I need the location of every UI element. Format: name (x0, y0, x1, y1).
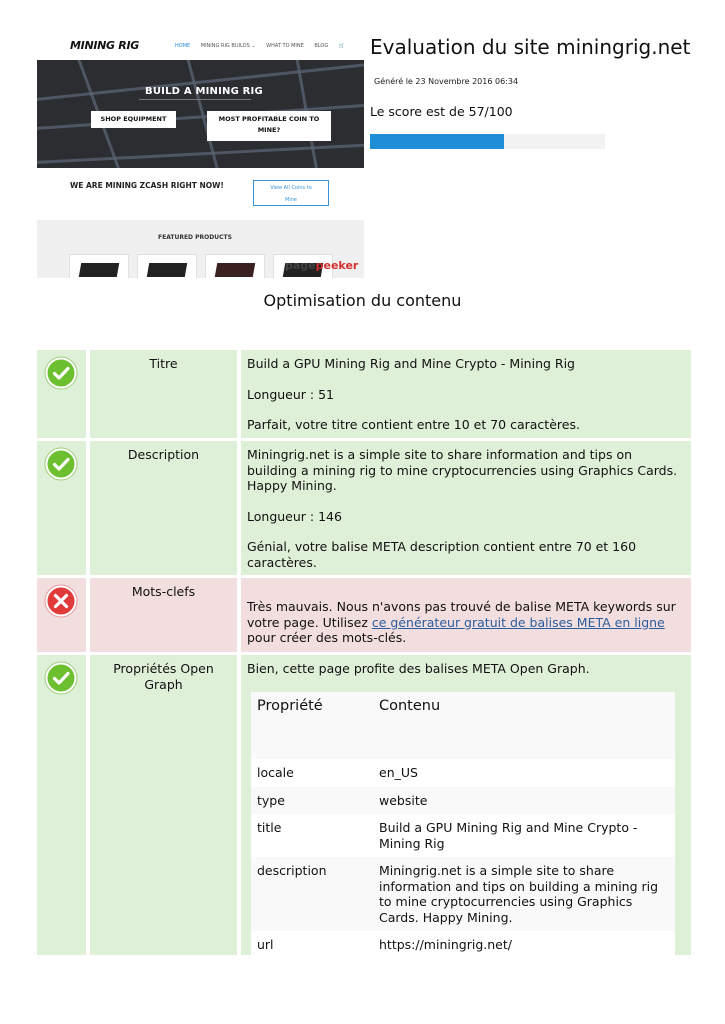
og-key: url (251, 931, 373, 959)
og-key: type (251, 787, 373, 815)
title-value: Build a GPU Mining Rig and Mine Crypto - Mining Rig (247, 356, 575, 371)
check-icon (44, 661, 78, 695)
row-titre (37, 350, 691, 438)
table-row (251, 787, 675, 815)
thumb-menu-blog: BLOG (314, 43, 329, 49)
og-key: locale (251, 759, 373, 787)
thumb-menu-builds: MINING RIG BUILDS ⌄ (200, 43, 256, 49)
og-value: Miningrig.net is a simple site to share information and tips on building a mining rig to mine cryptocurrencies using Graphics Cards. Happy Mining. (373, 857, 675, 931)
check-icon (44, 356, 78, 390)
og-key: title (251, 814, 373, 857)
description-verdict: Génial, votre balise META description contient entre 70 et 160 caractères. (247, 539, 637, 570)
row-label: Propriétés Open Graph (113, 661, 214, 692)
og-header-property: Propriété (251, 692, 373, 759)
error-x-icon (44, 584, 78, 618)
thumb-product (205, 254, 265, 278)
section-title: Optimisation du contenu (263, 291, 462, 310)
thumb-hero-title: BUILD A MINING RIG (145, 86, 263, 97)
score-text: Le score est de 57/100 (370, 104, 513, 119)
opengraph-table (251, 692, 675, 959)
row-description (37, 441, 691, 575)
row-label: Description (127, 447, 200, 462)
keywords-message: Très mauvais. Nous n'avons pas trouvé de balise META keywords sur votre page. Utilisez ce générateur gratuit de balises META en ligne pour créer des mots-clés. (247, 599, 676, 645)
page-title: Evaluation du site miningrig.net (370, 35, 691, 59)
thumb-product (69, 254, 129, 278)
table-row (251, 857, 675, 931)
thumb-menu-home: HOME (175, 43, 191, 49)
opengraph-intro: Bien, cette page profite des balises META Open Graph. (247, 661, 590, 676)
score-progress-bar (370, 134, 605, 149)
thumb-profitable-button: MOST PROFITABLE COIN TO MINE? (207, 111, 331, 141)
thumb-featured-title: FEATURED PRODUCTS (158, 234, 232, 241)
score-progress-fill (370, 134, 504, 149)
meta-generator-link[interactable]: ce générateur gratuit de balises META en ligne (371, 614, 665, 630)
og-header-content: Contenu (373, 692, 675, 759)
og-value: https://miningrig.net/ (373, 931, 675, 959)
thumb-product (137, 254, 197, 278)
pagepeeker-watermark: pagepeeker (285, 259, 359, 272)
check-icon (44, 447, 78, 481)
thumb-mining-now: WE ARE MINING ZCASH RIGHT NOW! (70, 181, 224, 190)
description-value: Miningrig.net is a simple site to share information and tips on building a mining rig to mine cryptocurrencies using Graphics Cards. Happy Mining. (247, 447, 678, 493)
description-length: Longueur : 146 (247, 508, 342, 524)
generated-date: Généré le 23 Novembre 2016 06:34 (374, 77, 519, 86)
title-length: Longueur : 51 (247, 386, 334, 402)
thumb-menu (175, 43, 354, 49)
row-opengraph (37, 655, 691, 955)
thumb-logo: MINING RIG (70, 39, 139, 52)
table-row (251, 814, 675, 857)
row-label: Titre (149, 356, 178, 371)
table-row (251, 931, 675, 959)
og-value: Build a GPU Mining Rig and Mine Crypto - Mining Rig (373, 814, 675, 857)
thumb-hero (37, 60, 364, 168)
thumb-menu-what-to-mine: WHAT TO MINE (266, 43, 304, 49)
og-key: description (251, 857, 373, 931)
row-keywords (37, 578, 691, 652)
og-value: en_US (373, 759, 675, 787)
row-label: Mots-clefs (131, 584, 196, 599)
table-row (251, 759, 675, 787)
thumb-shop-button: SHOP EQUIPMENT (91, 111, 176, 128)
thumb-cart-icon: 🛒 (338, 43, 346, 49)
site-screenshot-thumbnail (37, 30, 364, 278)
og-value: website (373, 787, 675, 815)
thumb-view-coins-button: View All Coins to Mine (253, 180, 329, 206)
thumb-navbar (37, 30, 364, 60)
title-verdict: Parfait, votre titre contient entre 10 et 70 caractères. (247, 417, 580, 432)
